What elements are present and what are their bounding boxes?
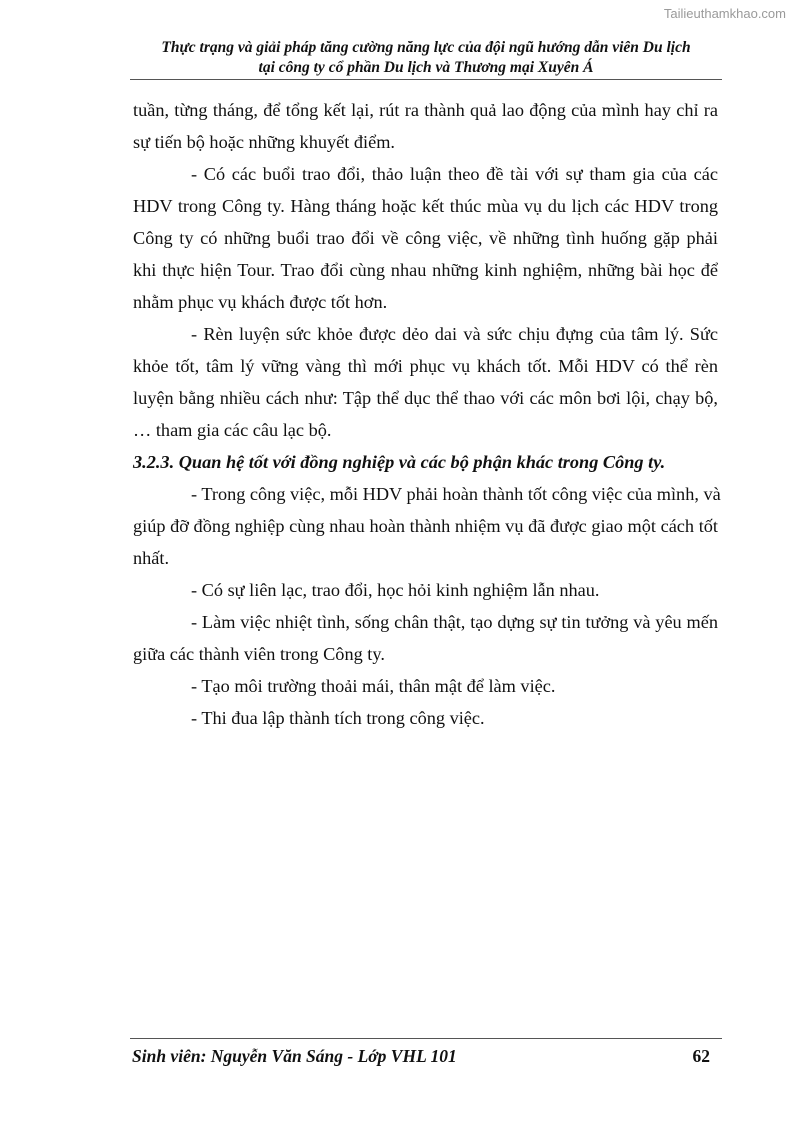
text-line: - Có các buổi trao đổi, thảo luận theo đề tài với sự tham gia của các xyxy=(191,164,718,184)
footer-student: Sinh viên: Nguyễn Văn Sáng - Lớp VHL 101 xyxy=(132,1046,457,1066)
watermark: Tailieuthamkhao.com xyxy=(663,6,786,21)
text-line: - Trong công việc, mỗi HDV phải hoàn thành tốt công việc của mình, và xyxy=(191,484,721,504)
text-line: - Làm việc nhiệt tình, sống chân thật, tạo dựng sự tin tưởng và yêu mến xyxy=(191,612,718,632)
section-heading: 3.2.3. Quan hệ tốt với đồng nghiệp và các bộ phận khác trong Công ty. xyxy=(133,452,666,472)
text-line: nhất. xyxy=(133,548,170,568)
page-number: 62 xyxy=(692,1046,710,1066)
text-line: khi thực hiện Tour. Trao đổi cùng nhau những kinh nghiệm, những bài học để xyxy=(133,260,718,280)
document-body xyxy=(133,94,721,734)
header-divider xyxy=(130,79,722,80)
text-line: HDV trong Công ty. Hàng tháng hoặc kết thúc mùa vụ du lịch các HDV trong xyxy=(133,196,718,216)
text-line: giữa các thành viên trong Công ty. xyxy=(133,644,385,664)
text-line: luyện bằng nhiều cách như: Tập thể dục thể thao với các môn bơi lội, chạy bộ, xyxy=(133,388,718,408)
header-line-2: tại công ty cổ phần Du lịch và Thương mại Xuyên Á xyxy=(258,59,594,76)
text-line: Công ty có những buổi trao đổi về công việc, về những tình huống gặp phải xyxy=(133,228,718,248)
text-line: - Tạo môi trường thoải mái, thân mật để làm việc. xyxy=(191,676,556,696)
text-line: tuần, từng tháng, để tổng kết lại, rút ra thành quả lao động của mình hay chỉ ra xyxy=(133,100,718,120)
footer-divider xyxy=(130,1038,722,1039)
text-line: - Có sự liên lạc, trao đổi, học hỏi kinh nghiệm lẫn nhau. xyxy=(191,580,600,600)
text-line: - Thi đua lập thành tích trong công việc. xyxy=(191,708,485,728)
text-line: … tham gia các câu lạc bộ. xyxy=(133,420,332,440)
text-line: - Rèn luyện sức khỏe được dẻo dai và sức chịu đựng của tâm lý. Sức xyxy=(191,324,718,344)
running-header xyxy=(130,38,722,78)
page-footer xyxy=(132,1044,710,1068)
text-line: giúp đỡ đồng nghiệp cùng nhau hoàn thành nhiệm vụ đã được giao một cách tốt xyxy=(133,516,718,536)
text-line: khỏe tốt, tâm lý vững vàng thì mới phục vụ khách tốt. Mỗi HDV có thể rèn xyxy=(133,356,718,376)
header-line-1: Thực trạng và giải pháp tăng cường năng lực của đội ngũ hướng dẫn viên Du lịch xyxy=(161,39,691,56)
text-line: sự tiến bộ hoặc những khuyết điểm. xyxy=(133,132,395,152)
text-line: nhằm phục vụ khách được tốt hơn. xyxy=(133,292,388,312)
